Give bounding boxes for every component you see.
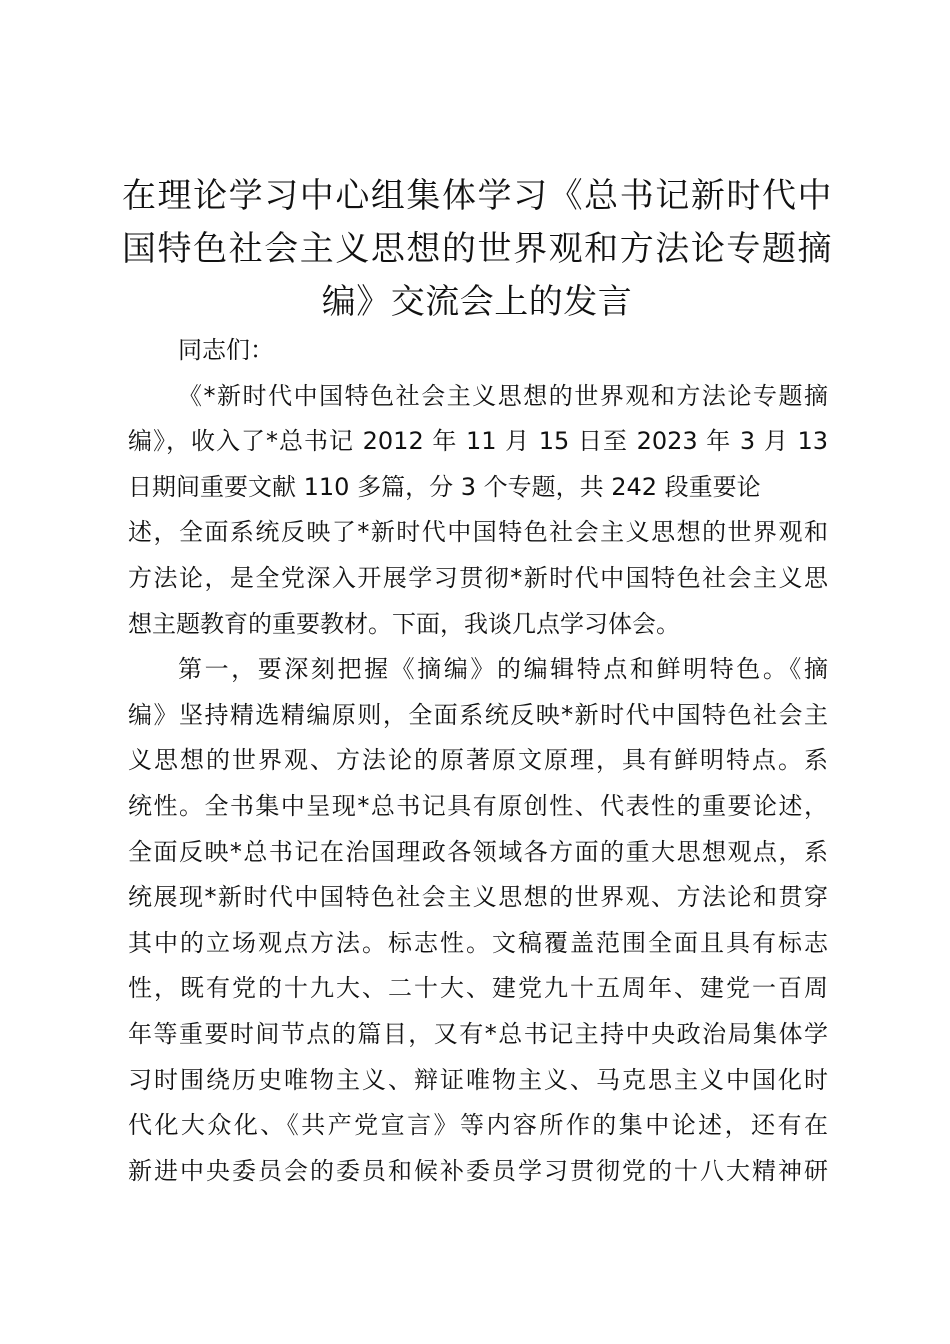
paragraph-line: 编》，收入了*总书记 2012 年 11 月 15 日至 2023 年 3 月 13	[128, 427, 828, 456]
paragraph-line: 义思想的世界观、方法论的原著原文原理，具有鲜明特点。系	[128, 746, 828, 775]
paragraph-line: 方法论，是全党深入开展学习贯彻*新时代中国特色社会主义思	[128, 563, 828, 592]
paragraph-line: 习时围绕历史唯物主义、辩证唯物主义、马克思主义中国化时	[128, 1065, 828, 1094]
paragraph-line: 编》坚持精选精编原则，全面系统反映*新时代中国特色社会主	[128, 700, 828, 729]
paragraph-line: 统性。全书集中呈现*总书记具有原创性、代表性的重要论述，	[128, 791, 828, 820]
document-body	[128, 328, 828, 1194]
paragraph-line: 性，既有党的十九大、二十大、建党九十五周年、建党一百周	[128, 974, 828, 1003]
paragraph-line: 《*新时代中国特色社会主义思想的世界观和方法论专题摘	[178, 381, 828, 410]
paragraph-line: 日期间重要文献 110 多篇，分 3 个专题，共 242 段重要论	[128, 472, 761, 501]
paragraph-line: 新进中央委员会的委员和候补委员学习贯彻党的十八大精神研	[128, 1156, 828, 1185]
title-line: 编》交流会上的发言	[321, 282, 633, 322]
title-line: 在理论学习中心组集体学习《总书记新时代中	[122, 176, 832, 216]
paragraph-line: 其中的立场观点方法。标志性。文稿覆盖范围全面且具有标志	[128, 928, 828, 957]
document-title	[122, 170, 832, 329]
paragraph-line: 统展现*新时代中国特色社会主义思想的世界观、方法论和贯穿	[128, 883, 828, 912]
paragraph-line: 第一，要深刻把握《摘编》的编辑特点和鲜明特色。《摘	[178, 655, 828, 684]
salutation: 同志们：	[178, 336, 274, 364]
paragraph-first-point	[128, 647, 828, 1194]
paragraph-intro	[128, 374, 828, 648]
paragraph-line: 全面反映*总书记在治国理政各领域各方面的重大思想观点，系	[128, 837, 828, 866]
paragraph-line: 想主题教育的重要教材。下面，我谈几点学习体会。	[128, 609, 680, 638]
title-line: 国特色社会主义思想的世界观和方法论专题摘	[122, 229, 832, 269]
paragraph-line: 年等重要时间节点的篇目，又有*总书记主持中央政治局集体学	[128, 1019, 828, 1048]
paragraph-line: 代化大众化、《共产党宣言》等内容所作的集中论述，还有在	[128, 1111, 828, 1140]
paragraph-line: 述，全面系统反映了*新时代中国特色社会主义思想的世界观和	[128, 518, 828, 547]
